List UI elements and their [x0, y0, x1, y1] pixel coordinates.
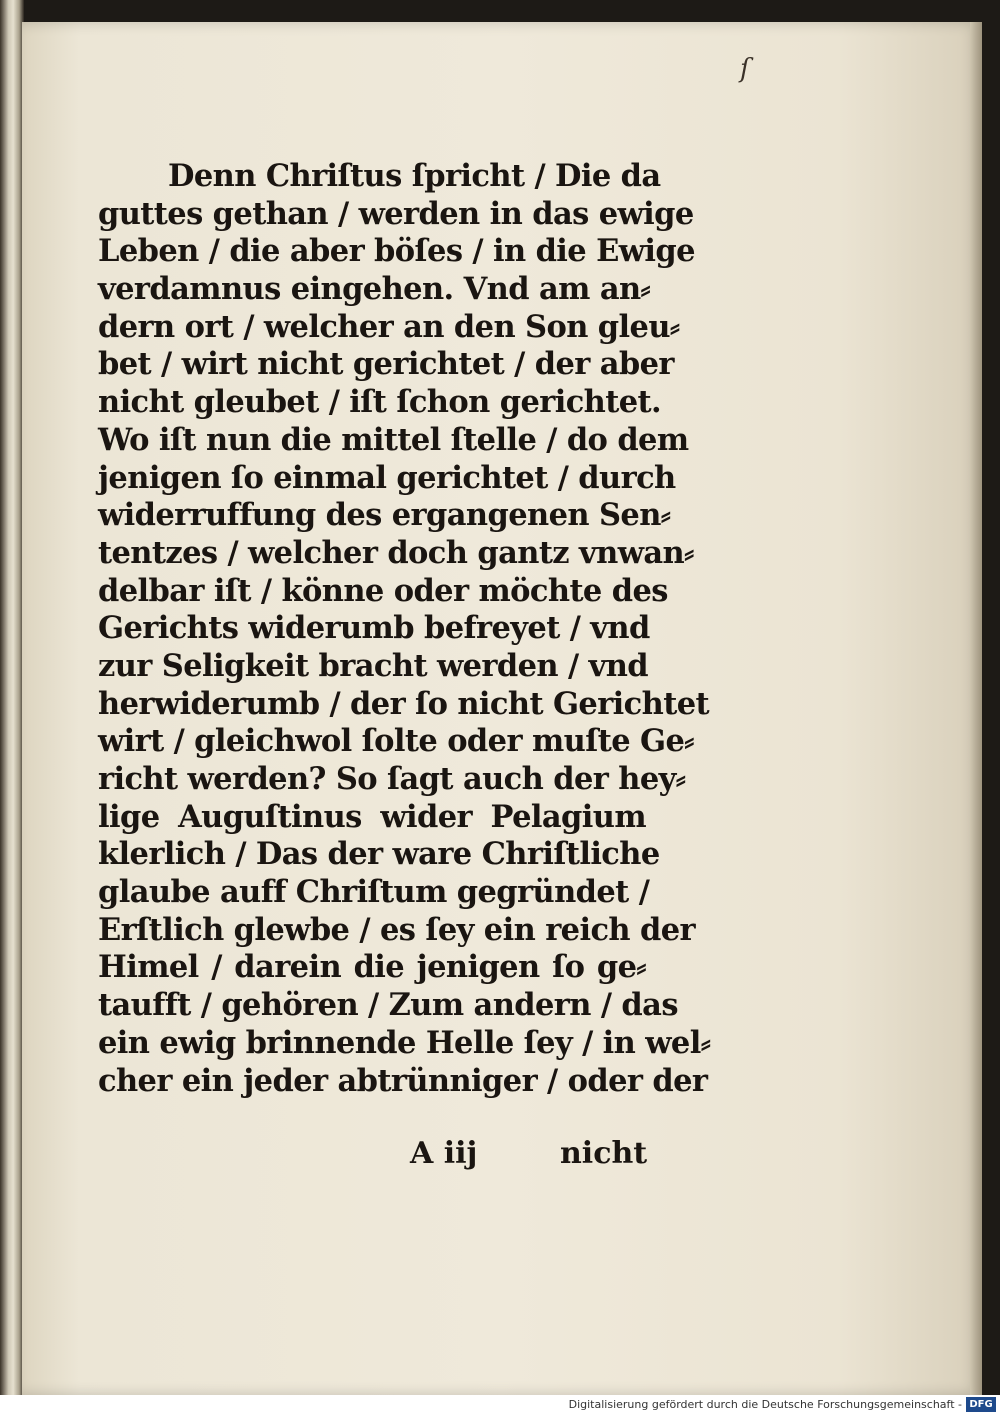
text-block	[98, 158, 711, 1100]
text-line: guttes gethan / werden in das ewige	[98, 195, 694, 232]
text-line: Denn Chriſtus ſpricht / Die da	[168, 158, 661, 194]
catchword: nicht	[560, 1136, 648, 1171]
text-line: delbar iſt / könne oder möchte des	[98, 572, 668, 609]
text-line: ein ewig brinnende Helle ſey / in wel⸗	[98, 1024, 711, 1061]
text-line: cher ein jeder abtrünniger / oder der	[98, 1062, 708, 1099]
text-line: Himel / darein die jenigen ſo ge⸗	[98, 949, 646, 986]
text-line: widerruffung des ergangenen Sen⸗	[98, 497, 671, 534]
footer-bar	[0, 1395, 1000, 1416]
text-line: bet / wirt nicht gerichtet / der aber	[98, 346, 674, 383]
text-line: lige Auguſtinus wider Pelagium	[98, 798, 646, 835]
text-line: Leben / die aber böſes / in die Ewige	[98, 233, 695, 270]
text-line: tentzes / welcher doch gantz vnwan⸗	[98, 534, 694, 571]
text-line: Erſtlich glewbe / es ſey ein reich der	[98, 911, 696, 948]
signature-mark: A iij	[410, 1136, 478, 1171]
text-line: nicht gleubet / iſt ſchon gerichtet.	[98, 384, 662, 421]
text-line: jenigen ſo einmal gerichtet / durch	[98, 459, 676, 496]
text-line: dern ort / welcher an den Son gleu⸗	[98, 308, 680, 345]
text-line: verdamnus eingehen. Vnd am an⸗	[98, 271, 651, 308]
text-line: glaube auff Chriſtum gegründet /	[98, 874, 650, 911]
text-line: Wo iſt nun die mittel ſtelle / do dem	[98, 421, 689, 458]
text-line: herwiderumb / der ſo nicht Gerichtet	[98, 685, 709, 722]
page-edge-shadow	[970, 22, 982, 1395]
funding-credit: Digitalisierung gefördert durch die Deutsche Forschungsgemeinschaft -	[568, 1398, 962, 1411]
text-line: wirt / gleichwol ſolte oder muſte Ge⸗	[98, 723, 694, 760]
text-line: Gerichts widerumb befreyet / vnd	[98, 610, 650, 647]
text-line: klerlich / Das der ware Chriſtliche	[98, 836, 660, 873]
text-line: zur Seligkeit bracht werden / vnd	[98, 647, 648, 684]
text-line: richt werden? So ſagt auch der hey⸗	[98, 761, 686, 797]
text-line: taufft / gehören / Zum andern / das	[98, 987, 678, 1024]
folio-mark: ſ	[740, 54, 750, 84]
book-spine	[0, 0, 24, 1395]
dfg-logo: DFG	[966, 1397, 996, 1412]
